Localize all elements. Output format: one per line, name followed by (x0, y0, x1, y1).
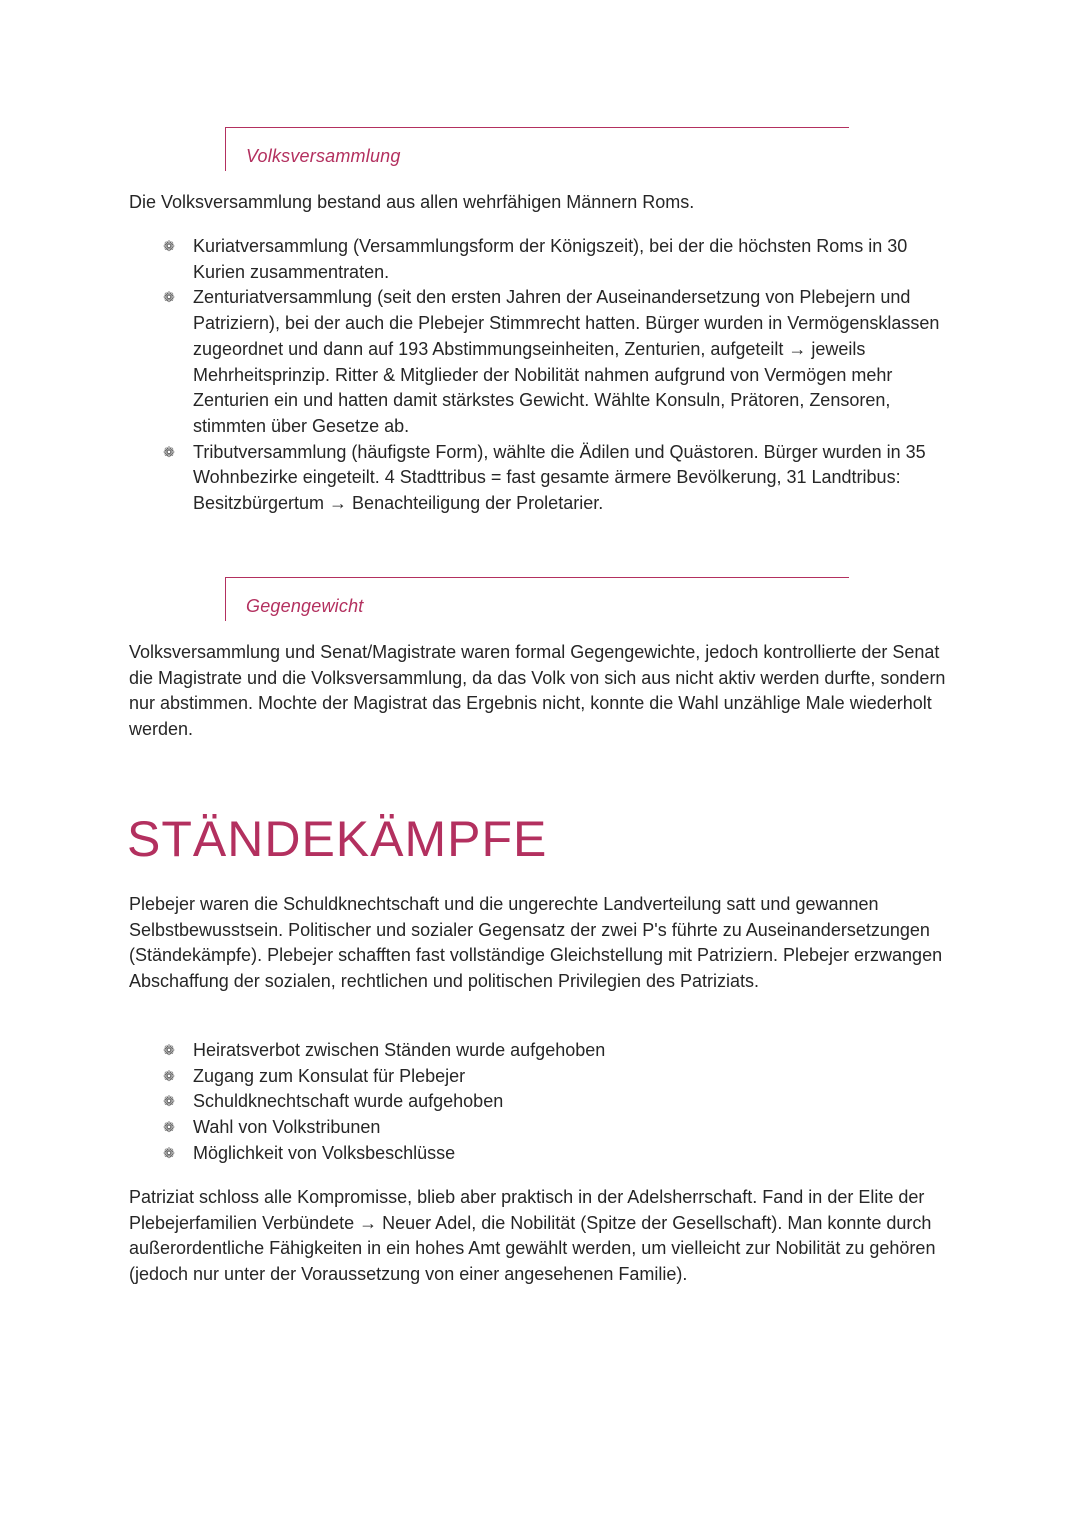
flower-bullet-icon: ❁ (163, 1093, 175, 1110)
list-item-text: Schuldknechtschaft wurde aufgehoben (193, 1091, 504, 1112)
list-item (160, 1064, 960, 1090)
flower-bullet-icon: ❁ (163, 443, 175, 460)
flower-bullet-icon: ❁ (163, 1119, 175, 1136)
volksversammlung-list (160, 234, 960, 517)
list-item (160, 1141, 960, 1167)
list-item (160, 440, 960, 517)
flower-bullet-icon: ❁ (163, 1144, 175, 1161)
list-item (160, 234, 960, 285)
list-item-text: Wahl von Volkstribunen (193, 1117, 381, 1138)
gegengewicht-paragraph: Volksversammlung und Senat/Magistrate waren formal Gegengewichte, jedoch kontrollierte der Senat die Magistrate und die Volksversammlung, da das Volk von sich aus nicht aktiv werden durfte, sondern nur abstimmen. Mochte der Magistrat das Ergebnis nicht, konnte die Wahl unzählige Male wiederholt werden. (129, 642, 946, 740)
list-item (160, 1089, 960, 1115)
staendekaempfe-outro-paragraph: Patriziat schloss alle Kompromisse, blieb aber praktisch in der Adelsherrschaft. Fand in der Elite der Plebejerfamilien Verbündete → Neuer Adel, die Nobilität (Spitze der Gesellschaft). Man konnte durch außerordentliche Fähigkeiten in ein hohes Amt gewählt werden, um vielleicht zur Nobilität zu gehören (jedoch nur unter der Voraussetzung von einer angesehenen Familie). (129, 1187, 936, 1285)
subheading-volksversammlung (225, 127, 849, 171)
staendekaempfe-list (160, 1038, 960, 1167)
flower-bullet-icon: ❁ (163, 1042, 175, 1058)
intro-paragraph: Die Volksversammlung bestand aus allen wehrfähigen Männern Roms. (129, 192, 695, 212)
list-item (160, 285, 960, 439)
list-item-text: Tributversammlung (häufigste Form), wählte die Ädilen und Quästoren. Bürger wurden in 35 Wohnbezirke eingeteilt. 4 Stadttribus = fast gesamte ärmere Bevölkerung, 31 Landtribus: Besitzbürgertum → Benachteiligung der Proletarier. (193, 441, 926, 514)
flower-bullet-icon: ❁ (163, 289, 175, 306)
list-item (160, 1038, 960, 1064)
list-item-text: Heiratsverbot zwischen Ständen wurde aufgehoben (193, 1040, 606, 1060)
list-item-text: Zenturiatversammlung (seit den ersten Jahren der Auseinandersetzung von Plebejern und Patriziern), bei der auch die Plebejer Stimmrecht hatten. Bürger wurden in Vermögensklassen zugeordnet und dann auf 193 Abstimmungseinheiten, Zenturien, aufgeteilt → jeweils Mehrheitsprinzip. Ritter & Mitglieder der Nobilität nahmen aufgrund von Vermögen mehr Zenturien ein und hatten damit stärkstes Gewicht. Wählte Konsuln, Prätoren, Zensoren, stimmten über Gesetze ab. (193, 287, 940, 436)
subheading-gegengewicht (225, 577, 849, 621)
list-item-text: Zugang zum Konsulat für Plebejer (193, 1065, 466, 1086)
section-title: STÄNDEKÄMPFE (127, 811, 548, 867)
subheading-text: Volksversammlung (246, 146, 401, 166)
flower-bullet-icon: ❁ (163, 1067, 175, 1084)
list-item-text: Möglichkeit von Volksbeschlüsse (193, 1142, 456, 1163)
list-item-text: Kuriatversammlung (Versammlungsform der Königszeit), bei der die höchsten Roms in 30 Kurien zusammentraten. (193, 236, 908, 282)
flower-bullet-icon: ❁ (163, 238, 175, 254)
staendekaempfe-intro-paragraph: Plebejer waren die Schuldknechtschaft und die ungerechte Landverteilung satt und gewannen Selbstbewusstsein. Politischer und sozialer Gegensatz der zwei P's führte zu Auseinandersetzungen (Ständekämpfe). Plebejer schafften fast vollständige Gleichstellung mit Patriziern. Plebejer erzwangen Abschaffung der sozialen, rechtlichen und politischen Privilegien des Patriziats. (129, 894, 943, 992)
list-item (160, 1115, 960, 1141)
subheading-text: Gegengewicht (246, 596, 364, 616)
